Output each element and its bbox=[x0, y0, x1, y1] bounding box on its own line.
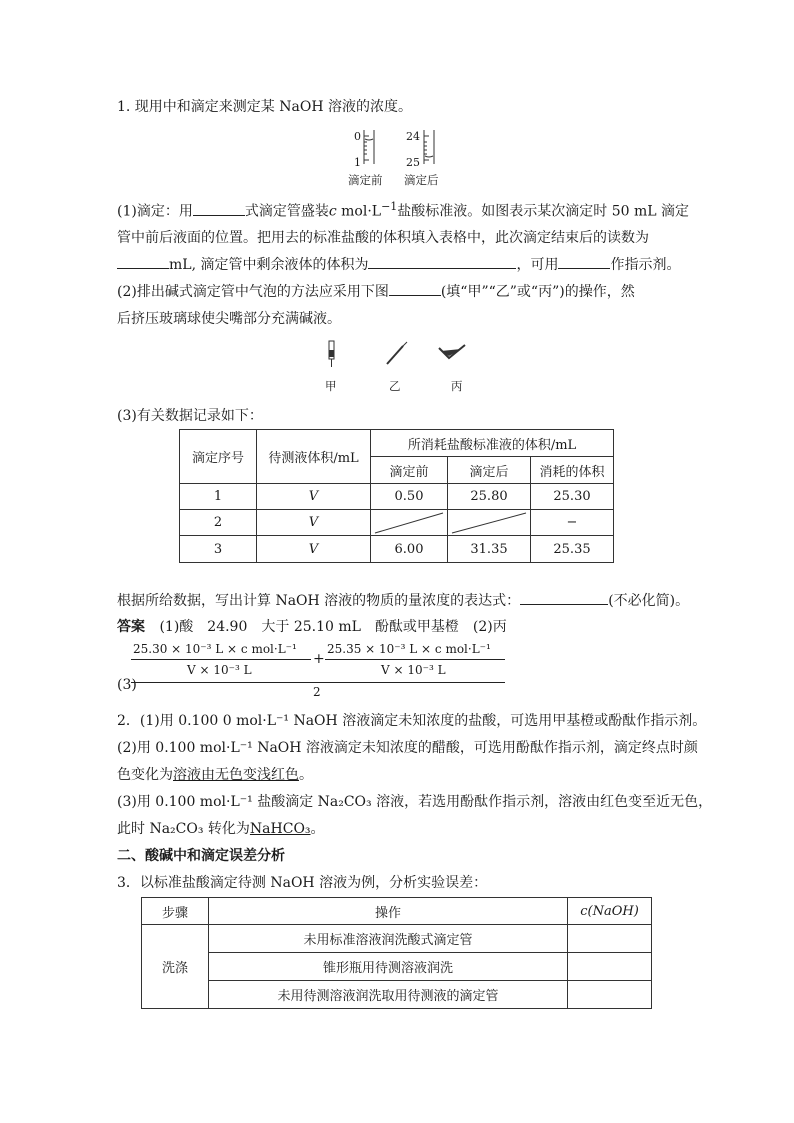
burette-before-label: 滴定前 bbox=[348, 173, 383, 187]
cell-before: 6.00 bbox=[371, 536, 448, 563]
question-1-title: 1. 现用中和滴定来测定某 NaOH 溶液的浓度。 bbox=[117, 99, 412, 115]
cell-after: 31.35 bbox=[448, 536, 531, 563]
answer-blank[interactable] bbox=[193, 201, 245, 216]
table-row bbox=[142, 925, 652, 953]
q1-p1-c-unit: mol·L bbox=[336, 203, 382, 220]
section-heading: 二、酸碱中和滴定误差分析 bbox=[117, 848, 285, 864]
fraction-line-1 bbox=[131, 659, 311, 660]
q1-part3-intro: (3)有关数据记录如下： bbox=[117, 408, 263, 424]
q2-line3 bbox=[117, 764, 313, 784]
burette-operation-figures bbox=[315, 340, 475, 393]
q1-p1-c-var: c bbox=[328, 203, 337, 220]
table-row bbox=[142, 953, 652, 981]
cell-c-naoh[interactable] bbox=[568, 953, 652, 981]
cell-consumed: − bbox=[531, 510, 614, 536]
answer-blank[interactable] bbox=[117, 254, 169, 269]
table-header-operation: 操作 bbox=[209, 898, 568, 925]
diagonal-line bbox=[448, 511, 530, 535]
q2-line2: (2)用 0.100 mol·L⁻¹ NaOH 溶液滴定未知浓度的醋酸，可选用酚酞作指示剂，滴定终点时颜 bbox=[117, 740, 698, 756]
q1-part1-line3 bbox=[117, 254, 680, 274]
expr-text-a: 根据所给数据，写出计算 NaOH 溶液的物质的量浓度的表达式： bbox=[117, 593, 521, 609]
table-header-before: 滴定前 bbox=[371, 457, 448, 484]
plus-sign: + bbox=[313, 651, 325, 667]
q1-p1-l3c: 作指示剂。 bbox=[610, 257, 681, 273]
cell-after: 25.80 bbox=[448, 484, 531, 510]
main-denominator: 2 bbox=[313, 685, 321, 699]
error-analysis-table bbox=[141, 897, 652, 1009]
expression-prompt bbox=[117, 590, 689, 610]
cell-consumed: 25.30 bbox=[531, 484, 614, 510]
answer-fraction bbox=[117, 640, 517, 700]
q1-p1-text-c: 盐酸标准液。如图表示某次滴定时 50 mL 滴定 bbox=[397, 203, 690, 220]
main-fraction-line bbox=[131, 682, 505, 683]
cell-step-washing: 洗涤 bbox=[142, 925, 209, 1009]
q2-l3-underlined: 溶液由无色变浅红色 bbox=[173, 767, 299, 783]
burette-after-label: 滴定后 bbox=[404, 173, 439, 187]
expr-text-b: (不必化简)。 bbox=[608, 593, 690, 609]
fraction-denominator-2: V × 10⁻³ L bbox=[381, 663, 446, 677]
q2-line4: (3)用 0.100 mol·L⁻¹ 盐酸滴定 Na₂CO₃ 溶液，若选用酚酞作指示剂，溶液由红色变至近无色， bbox=[117, 794, 713, 810]
cell-consumed: 25.35 bbox=[531, 536, 614, 563]
table-header-c-naoh bbox=[568, 898, 652, 925]
part3-prefix: (3) bbox=[117, 677, 137, 693]
q1-p2-text-b: (填“甲”“乙”或“丙”)的操作，然 bbox=[440, 284, 635, 300]
answer-blank[interactable] bbox=[558, 254, 610, 269]
question-3-title: 3．以标准盐酸滴定待测 NaOH 溶液为例，分析实验误差： bbox=[117, 875, 488, 891]
figure-label-yi: 乙 bbox=[389, 379, 401, 393]
table-header-step: 步骤 bbox=[142, 898, 209, 925]
q2-l3-text-a: 色变化为 bbox=[117, 767, 173, 783]
q2-line5 bbox=[117, 818, 325, 838]
burette-figure bbox=[340, 128, 450, 190]
cell-after-empty[interactable] bbox=[448, 510, 531, 536]
answer-text: (1)酸 24.90 大于 25.10 mL 酚酞或甲基橙 (2)丙 bbox=[159, 619, 507, 635]
table-header-volume: 待测液体积/mL bbox=[257, 430, 371, 484]
q1-p1-text-a: (1)滴定：用 bbox=[117, 203, 193, 220]
operation-drawings bbox=[315, 340, 475, 370]
cell-before: 0.50 bbox=[371, 484, 448, 510]
q2-l3-text-b: 。 bbox=[299, 767, 313, 783]
q1-p2-text-a: (2)排出碱式滴定管中气泡的方法应采用下图 bbox=[117, 284, 389, 300]
table-row bbox=[142, 981, 652, 1009]
table-header-consumed: 消耗的体积 bbox=[531, 457, 614, 484]
q2-l5-text-a: 此时 Na₂CO₃ 转化为 bbox=[117, 821, 250, 837]
table-row bbox=[180, 510, 614, 536]
fraction-numerator-2: 25.35 × 10⁻³ L × c mol·L⁻¹ bbox=[327, 642, 491, 656]
burette-before-top-mark: 0 bbox=[354, 130, 361, 143]
q1-part1-line2: 管中前后液面的位置。把用去的标准盐酸的体积填入表格中，此次滴定结束后的读数为 bbox=[117, 230, 649, 246]
q2-l5-underlined: NaHCO₃ bbox=[249, 821, 311, 837]
cell-volume: V bbox=[257, 510, 371, 536]
cell-before-empty[interactable] bbox=[371, 510, 448, 536]
answer-line bbox=[117, 616, 507, 636]
answer-blank[interactable] bbox=[520, 590, 608, 605]
fraction-numerator-1: 25.30 × 10⁻³ L × c mol·L⁻¹ bbox=[133, 642, 297, 656]
cell-seq: 3 bbox=[180, 536, 257, 563]
q1-p1-l3b: ，可用 bbox=[516, 257, 559, 273]
q1-part1-line1 bbox=[117, 200, 689, 221]
q1-p1-text-b: 式滴定管盛装 bbox=[244, 203, 329, 220]
burette-after-bottom-mark: 25 bbox=[406, 156, 420, 169]
fraction-denominator-1: V × 10⁻³ L bbox=[187, 663, 252, 677]
cell-c-naoh[interactable] bbox=[568, 981, 652, 1009]
answer-blank[interactable] bbox=[368, 254, 516, 269]
cell-operation: 未用待测溶液润洗取用待测液的滴定管 bbox=[209, 981, 568, 1009]
figure-label-bing: 丙 bbox=[451, 379, 463, 393]
data-table bbox=[179, 429, 614, 563]
q2-l5-text-b: 。 bbox=[310, 821, 325, 837]
cell-c-naoh[interactable] bbox=[568, 925, 652, 953]
burette-before-bottom-mark: 1 bbox=[354, 156, 361, 169]
cell-volume: V bbox=[257, 484, 371, 510]
burette-after-top-mark: 24 bbox=[406, 130, 420, 143]
cell-seq: 1 bbox=[180, 484, 257, 510]
fraction-line-2 bbox=[325, 659, 505, 660]
answer-blank[interactable] bbox=[389, 281, 441, 296]
table-header-group: 所消耗盐酸标准液的体积/mL bbox=[371, 430, 614, 457]
diagonal-line bbox=[371, 511, 447, 535]
cell-operation: 锥形瓶用待测溶液润洗 bbox=[209, 953, 568, 981]
table-header-after: 滴定后 bbox=[448, 457, 531, 484]
q1-part2-line1 bbox=[117, 281, 635, 301]
table-header-seq: 滴定序号 bbox=[180, 430, 257, 484]
c-var: c(NaOH) bbox=[580, 903, 639, 919]
table-row bbox=[180, 484, 614, 510]
q1-p1-l3a: mL, 滴定管中剩余液体的体积为 bbox=[169, 257, 369, 273]
q1-part2-line2: 后挤压玻璃球使尖嘴部分充满碱液。 bbox=[117, 311, 341, 327]
cell-seq: 2 bbox=[180, 510, 257, 536]
q1-p1-sup: −1 bbox=[381, 200, 398, 213]
answer-label: 答案 bbox=[117, 619, 145, 635]
cell-volume: V bbox=[257, 536, 371, 563]
q2-line1: 2．(1)用 0.100 0 mol·L⁻¹ NaOH 溶液滴定未知浓度的盐酸，可选用甲基橙或酚酞作指示剂。 bbox=[117, 713, 707, 729]
table-row bbox=[180, 536, 614, 563]
figure-label-jia: 甲 bbox=[325, 379, 337, 393]
cell-operation: 未用标准溶液润洗酸式滴定管 bbox=[209, 925, 568, 953]
